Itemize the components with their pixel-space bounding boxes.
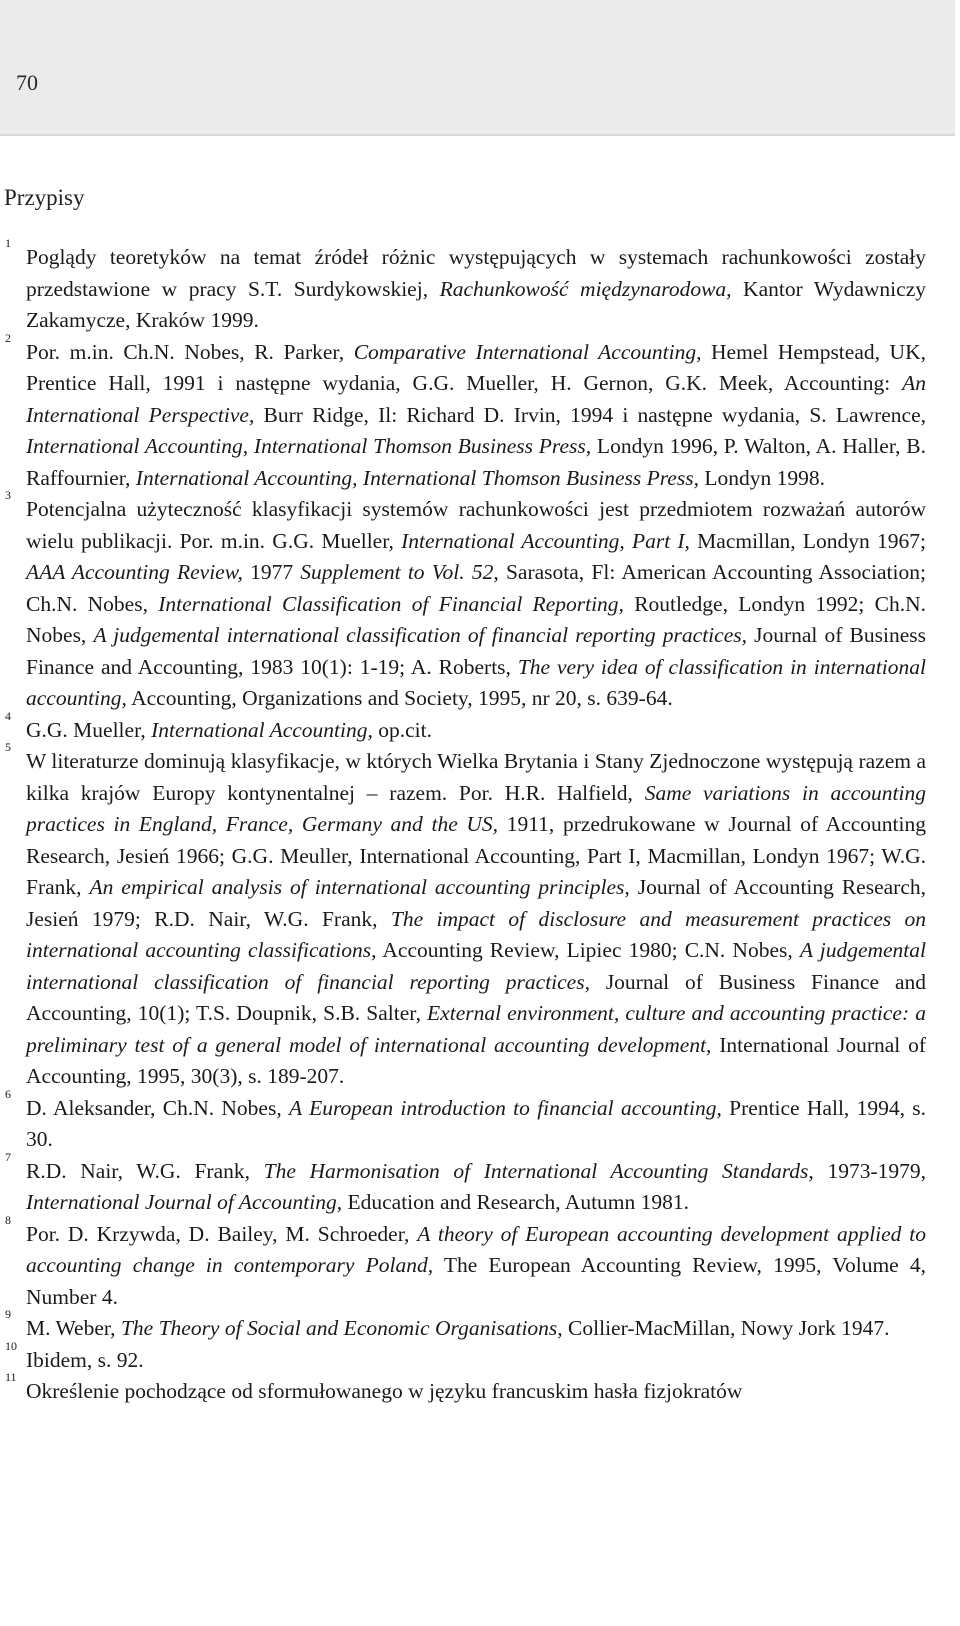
footnote-segment: Ibidem, s. 92.: [26, 1347, 144, 1372]
footnote-segment: Burr Ridge, Il: Richard D. Irvin, 1994 i następne wydania, S. Lawrence,: [254, 402, 926, 427]
footnote: [0, 1212, 960, 1314]
footnote-cited-title: AAA Accounting Review,: [26, 560, 243, 584]
footnote-segment: W literaturze dominują klasyfikacje, w których Wielka Brytania i Stany Zjednoczone występują razem a kilka krajów Europy kontynentalnej – razem. Por. H.R. Halfield,: [26, 749, 926, 805]
footnote-segment: Por. m.in. Ch.N. Nobes, R. Parker,: [26, 339, 354, 364]
footnote-cited-title: International Accounting, Part I,: [401, 528, 690, 553]
footnote-cited-title: A judgemental international classification of financial reporting practices,: [93, 623, 747, 647]
footnote-segment: 1973-1979,: [813, 1158, 926, 1183]
footnote-cited-title: Same variations in accounting practices in England, France, Germany and the US,: [26, 780, 926, 836]
footnote-cited-title: The very idea of classification in international accounting,: [26, 654, 926, 710]
footnote-segment: Collier-MacMillan, Nowy Jork 1947.: [562, 1316, 890, 1340]
footnote: [0, 1370, 960, 1408]
footnote-cited-title: International Accounting, International Thomson Business Press,: [26, 434, 592, 458]
footnote-number: 5: [5, 740, 11, 754]
footnote-segment: Określenie pochodzące od sformułowanego w języku francuskim hasła fizjokratów: [26, 1379, 743, 1403]
page-header: [0, 0, 955, 136]
footnote-text: [26, 1316, 889, 1340]
footnote-cited-title: Supplement to Vol. 52,: [300, 560, 499, 584]
footnote-segment: Hemel Hempstead, UK, Prentice Hall, 1991 i następne wydania, G.G. Mueller, H. Gernon, G.K. Meek, Accounting:: [26, 339, 926, 395]
footnote-cited-title: The Theory of Social and Economic Organisations,: [120, 1316, 563, 1340]
footnote-segment: Por. D. Krzywda, D. Bailey, M. Schroeder,: [26, 1221, 418, 1246]
footnote-segment: G.G. Mueller,: [26, 717, 152, 742]
footnote-segment: 1911, przedrukowane w Journal of Accounting Research, Jesień 1966; G.G. Meuller, International Accounting, Part I, Macmillan, Londyn 1967; W.G. Frank,: [26, 812, 926, 899]
footnote-segment: Journal of Business Finance and Accounting, 1983 10(1): 1-19; A. Roberts,: [26, 623, 927, 679]
footnote-number: 11: [5, 1370, 17, 1384]
footnote-number: 9: [5, 1307, 11, 1321]
footnote-segment: Routledge, Londyn 1992; Ch.N. Nobes,: [26, 591, 926, 647]
footnote-segment: 1977: [242, 560, 301, 584]
footnote-text: [26, 497, 926, 710]
footnote-segment: International Journal of Accounting, 1995, 30(3), s. 189-207.: [26, 1032, 926, 1088]
footnote-text: [26, 1096, 926, 1152]
footnote-segment: D. Aleksander, Ch.N. Nobes,: [26, 1095, 290, 1120]
footnote-cited-title: International Accounting, International Thomson Business Press,: [135, 465, 699, 490]
footnote-segment: Londyn 1998.: [698, 465, 825, 490]
footnote-cited-title: A theory of European accounting development applied to accounting change in contemporary Poland,: [26, 1221, 927, 1277]
footnote-segment: Prentice Hall, 1994, s. 30.: [26, 1095, 927, 1151]
footnote-segment: Kantor Wydawniczy Zakamycze, Kraków 1999.: [26, 276, 926, 332]
footnote-segment: Potencjalna użyteczność klasyfikacji systemów rachunkowości jest przedmiotem rozważań autorów wielu publikacji. Por. m.in. G.G. Mueller,: [26, 497, 926, 553]
footnote: [0, 488, 960, 715]
footnote: [0, 236, 960, 337]
page-number: 70: [16, 70, 38, 95]
footnote-cited-title: The Harmonisation of International Accounting Standards,: [263, 1158, 814, 1183]
footnote-segment: The European Accounting Review, 1995, Volume 4, Number 4.: [26, 1253, 926, 1309]
footnote-text: [26, 1348, 144, 1372]
footnote-segment: Macmillan, Londyn 1967;: [689, 528, 926, 553]
footnote-text: [26, 1222, 926, 1309]
footnote: [0, 1086, 960, 1156]
footnote-text: [26, 245, 926, 332]
footnote-cited-title: An empirical analysis of international accounting principles: [89, 875, 625, 899]
footnote-cited-title: International Classification of Financial Reporting,: [158, 591, 624, 616]
footnote-segment: Journal of Business Finance and Accounting, 10(1); T.S. Doupnik, S.B. Salter,: [26, 969, 926, 1025]
footnote-segment: , Journal of Accounting Research, Jesień 1979; R.D. Nair, W.G. Frank,: [26, 875, 926, 931]
footnote-cited-title: An International Perspective,: [26, 371, 926, 427]
footnote-text: [26, 718, 432, 742]
footnote-segment: op.cit.: [372, 717, 433, 742]
footnote-text: [26, 749, 926, 1088]
footnote-segment: Sarasota, Fl: American Accounting Association; Ch.N. Nobes,: [26, 560, 926, 616]
footnote-text: [26, 340, 926, 490]
footnote-segment: Poglądy teoretyków na temat źródeł różnic występujących w systemach rachunkowości zostały przedstawione w pracy S.T. Surdykowskiej,: [26, 245, 926, 301]
footnote-segment: R.D. Nair, W.G. Frank,: [26, 1158, 264, 1183]
footnote-segment: Accounting, Organizations and Society, 1995, nr 20, s. 639-64.: [126, 686, 673, 710]
footnote-number: 6: [5, 1086, 11, 1101]
footnote-cited-title: Comparative International Accounting,: [353, 339, 702, 364]
footnote-number: 10: [5, 1338, 17, 1353]
footnote: [0, 708, 960, 747]
footnote: [0, 1149, 960, 1219]
footnote-number: 1: [5, 236, 11, 250]
footnote-cited-title: International Journal of Accounting,: [26, 1190, 343, 1214]
footnotes-list: [0, 236, 960, 1408]
footnote-cited-title: Rachunkowość międzynarodowa,: [439, 276, 732, 301]
footnote-text: [26, 1159, 926, 1215]
footnote: [0, 740, 960, 1093]
footnote-cited-title: A European introduction to financial accounting,: [289, 1095, 722, 1120]
footnote: [0, 1307, 960, 1345]
footnote-cited-title: International Accounting,: [151, 717, 373, 742]
section-title: Przypisy: [4, 185, 85, 210]
footnote-segment: Londyn 1996, P. Walton, A. Haller, B. Raffournier,: [26, 434, 926, 490]
footnote: [0, 1338, 960, 1377]
footnote-segment: , Accounting Review, Lipiec 1980; C.N. Nobes,: [371, 938, 800, 962]
footnote-cited-title: External environment, culture and accounting practice: a preliminary test of a general model of international accounting development,: [26, 1001, 926, 1057]
footnote-cited-title: The impact of disclosure and measurement practices on international accounting classifications: [26, 906, 926, 962]
footnote-segment: M. Weber,: [26, 1316, 121, 1340]
footnote-number: 3: [5, 488, 11, 502]
footnote-segment: Education and Research, Autumn 1981.: [342, 1190, 690, 1214]
footnote-number: 2: [5, 330, 11, 345]
footnote-text: [26, 1379, 742, 1403]
footnote: [0, 330, 960, 495]
footnote-cited-title: A judgemental international classification of financial reporting practices,: [26, 938, 927, 994]
footnote-number: 8: [5, 1212, 11, 1227]
footnote-number: 4: [5, 708, 11, 723]
footnote-number: 7: [5, 1149, 11, 1164]
